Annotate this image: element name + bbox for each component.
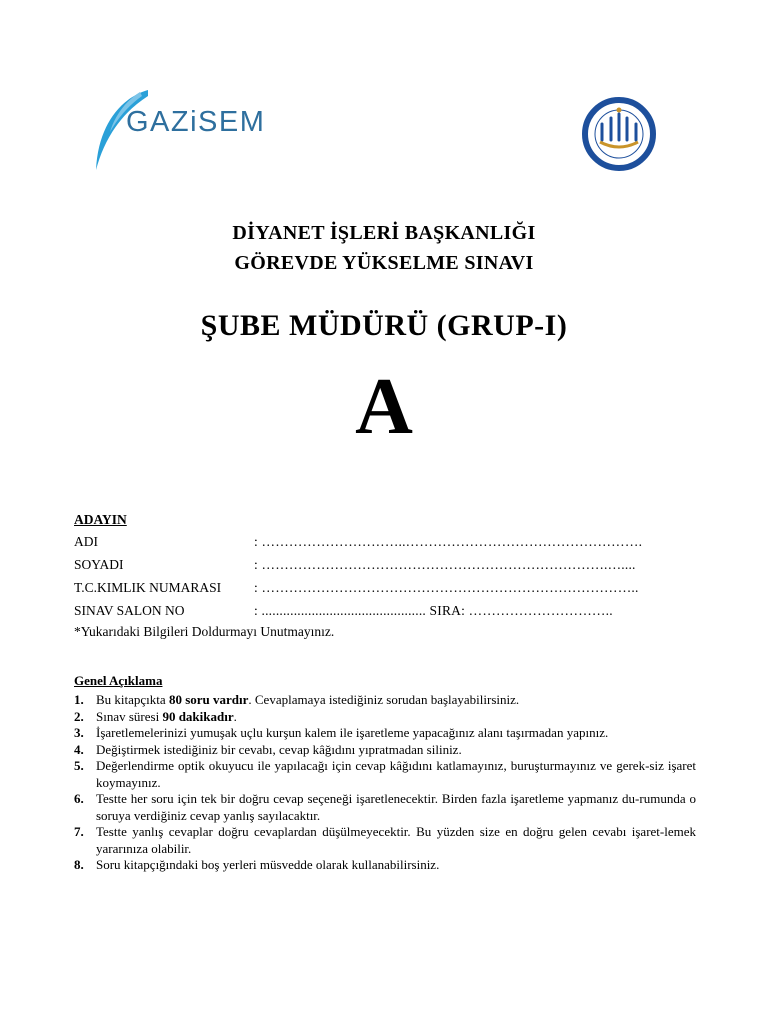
instruction-number: 7. (74, 824, 84, 839)
diyanet-seal (566, 94, 672, 174)
instruction-item (74, 857, 696, 874)
candidate-row (74, 576, 642, 599)
instruction-number: 6. (74, 791, 84, 806)
candidate-row (74, 530, 642, 553)
instruction-text: Bu kitapçıkta 80 soru vardır. Cevaplamaya istediğiniz sorudan başlayabilirsiniz. (96, 692, 520, 707)
candidate-label: SOYADI (74, 557, 124, 572)
instruction-item (74, 758, 696, 791)
instruction-number: 1. (74, 692, 84, 707)
candidate-fill-line: : ………………………………………………………………….….... (254, 557, 636, 572)
instruction-number: 3. (74, 725, 84, 740)
instruction-text: Değiştirmek istediğiniz bir cevabı, cevap kâğıdını yıpratmadan siliniz. (96, 741, 462, 757)
instruction-item (74, 791, 696, 824)
general-instructions (74, 670, 696, 874)
instruction-item (74, 692, 696, 709)
instruction-emphasis: 80 soru vardır (168, 692, 249, 707)
position-title: ŞUBE MÜDÜRÜ (GRUP-I) (200, 309, 568, 342)
instruction-text: Testte her soru için tek bir doğru cevap seçeneği işaretlenecektir. Birden fazla işaretleme yapmanız du-rumunda o soruya verdiğiniz cevap yanlış sayılacaktır. (96, 791, 696, 823)
instruction-number: 5. (74, 758, 84, 773)
instruction-emphasis: 90 dakikadır (162, 708, 234, 724)
instruction-text: İşaretlemelerinizi yumuşak uçlu kurşun kalem ile işaretleme yapacağınız alanı taşırmadan yapınız. (96, 725, 609, 740)
gazisem-logo-text: GAZiSEM (126, 106, 266, 138)
gazisem-logo (90, 88, 290, 174)
instruction-item (74, 824, 696, 857)
institution-title: DİYANET İŞLERİ BAŞKANLIĞI (232, 222, 536, 244)
instruction-number: 2. (74, 708, 84, 724)
instruction-item (74, 725, 696, 742)
instruction-text: Testte yanlış cevaplar doğru cevaplardan düşülmeyecektir. Bu yüzden size en doğru gelen cevabı işaret-lemek yararınıza olabilir. (96, 824, 696, 856)
candidate-label: SINAV SALON NO (74, 603, 185, 618)
instruction-text: Değerlendirme optik okuyucu ile yapılacağı için cevap kâğıdını katlamayınız, buruşturmayınız ve gerek-siz işaret koymayınız. (96, 758, 696, 790)
instruction-text: Soru kitapçığındaki boş yerleri müsvedde olarak kullanabilirsiniz. (96, 857, 440, 872)
candidate-fill-line: : …………………………..……………………………………………. (254, 534, 643, 549)
instruction-number: 4. (74, 741, 84, 757)
instruction-text: Sınav süresi 90 dakikadır. (96, 708, 237, 724)
instructions-list (74, 692, 696, 874)
candidate-fill-line: : .............................................. SIRA: ………………………….. (254, 603, 613, 618)
candidate-fill-line: : ……………………………………………………………………….. (254, 580, 639, 595)
candidate-row (74, 553, 642, 576)
instruction-item (74, 709, 696, 726)
candidate-row (74, 599, 642, 622)
booklet-type: A (355, 363, 413, 451)
candidate-label: T.C.KIMLIK NUMARASI (74, 580, 222, 595)
candidate-heading: ADAYIN (74, 512, 127, 527)
candidate-info (74, 510, 642, 642)
instructions-heading: Genel Açıklama (74, 673, 163, 688)
candidate-label: ADI (74, 534, 98, 549)
diyanet-emblem-icon (566, 94, 672, 174)
exam-title: GÖREVDE YÜKSELME SINAVI (234, 252, 534, 274)
instruction-item (74, 742, 696, 759)
instruction-number: 8. (74, 857, 84, 872)
candidate-note: *Yukarıdaki Bilgileri Doldurmayı Unutmayınız. (74, 624, 335, 639)
